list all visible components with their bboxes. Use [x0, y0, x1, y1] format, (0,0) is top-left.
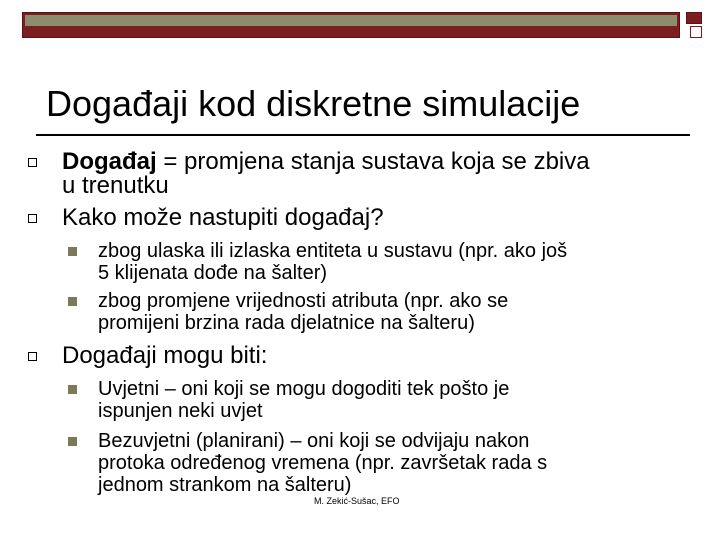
sub-bullet-text: Uvjetni – oni koji se mogu dogoditi tek pošto je	[98, 378, 510, 400]
sub-bullet-text-continuation: ispunjen neki uvjet	[98, 400, 263, 422]
bullet-item-event-types: Događaji mogu biti:	[62, 342, 268, 369]
sub-bullet-text-continuation: protoka određenog vremena (npr. završetak rada s	[98, 452, 548, 474]
slide-title: Događaji kod diskretne simulacije	[46, 83, 581, 124]
sub-bullet-icon	[68, 437, 77, 446]
sub-bullet-text: zbog promjene vrijednosti atributa (npr. ako se	[98, 290, 509, 312]
bullet-text-continuation: u trenutku	[62, 172, 169, 199]
bullet-item-event-definition	[62, 150, 702, 174]
sub-bullet-text-continuation: jednom strankom na šalteru)	[98, 474, 352, 496]
sub-bullet-text: zbog ulaska ili izlaska entiteta u sustavu (npr. ako još	[98, 240, 568, 262]
sub-bullet-text-continuation: 5 klijenata dođe na šalter)	[98, 262, 328, 284]
square-bullet-icon	[28, 214, 37, 223]
footer-author: M. Zekić-Sušac, EFO	[314, 496, 400, 506]
sub-bullet-icon	[68, 247, 77, 256]
sub-bullet-text-continuation: promijeni brzina rada djelatnice na šalteru)	[98, 312, 475, 334]
sub-bullet-icon	[68, 385, 77, 394]
sub-bullet-text: Bezuvjetni (planirani) – oni koji se odvijaju nakon	[98, 430, 530, 452]
bullet-text: = promjena stanja sustava koja se zbiva	[156, 148, 590, 175]
square-bullet-icon	[28, 352, 37, 361]
bullet-keyword: Događaj	[62, 148, 157, 175]
sub-bullet-icon	[68, 297, 77, 306]
bullet-item-how-event-occurs: Kako može nastupiti događaj?	[62, 204, 384, 231]
square-bullet-icon	[28, 158, 37, 167]
